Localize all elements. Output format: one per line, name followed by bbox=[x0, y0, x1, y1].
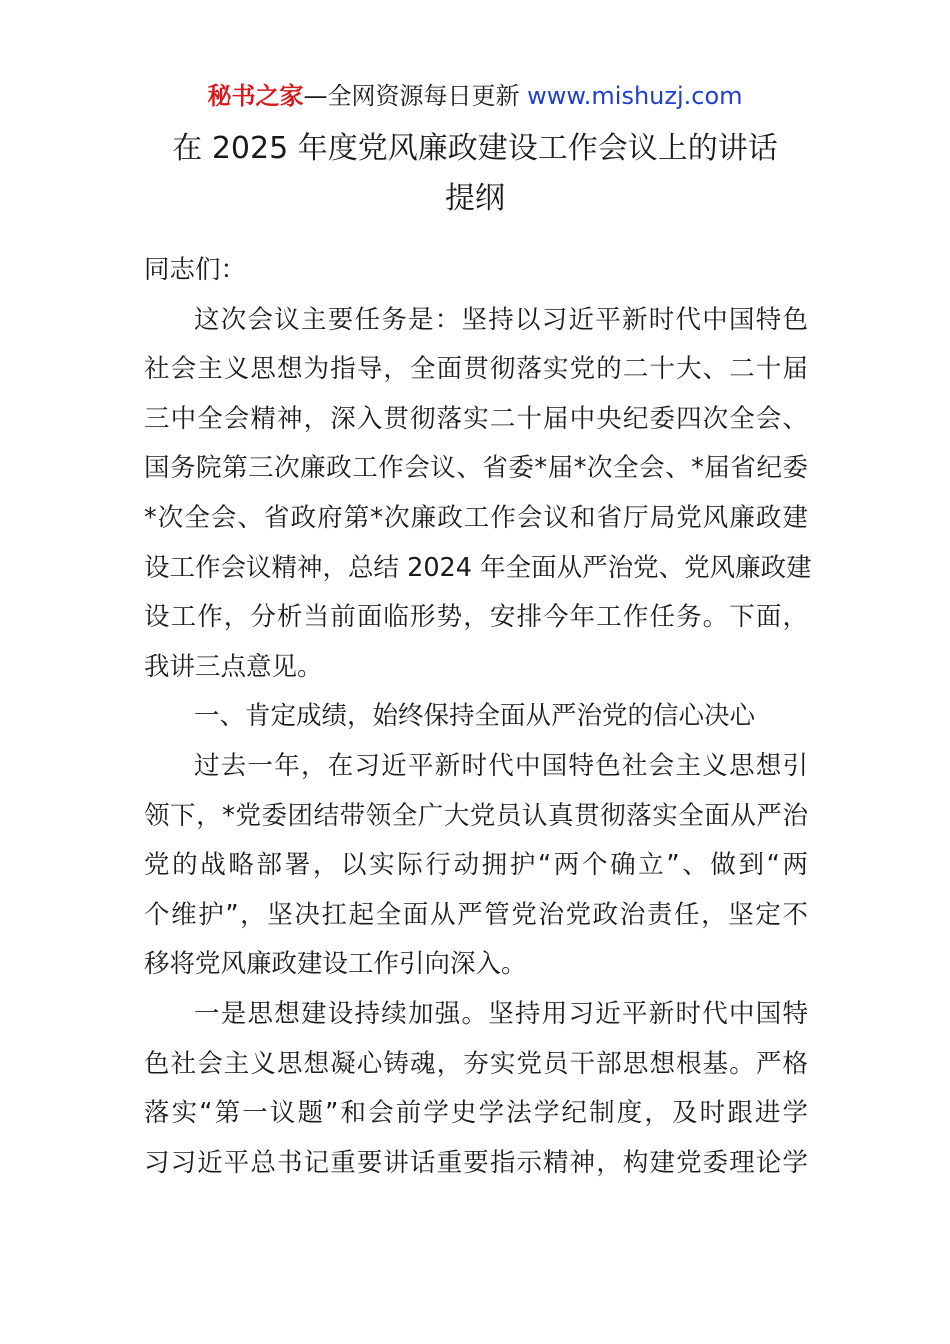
body-line: 过去一年，在习近平新时代中国特色社会主义思想引 bbox=[194, 750, 808, 781]
title-line-2: 提纲 bbox=[445, 181, 505, 216]
body-line: 移将党风廉政建设工作引向深入。 bbox=[144, 949, 527, 980]
body-line: 设工作会议精神，总结 2024 年全面从严治党、党风廉政建 bbox=[144, 552, 812, 583]
document-title bbox=[0, 124, 950, 224]
body-line: 党的战略部署，以实际行动拥护“两个确立”、做到“两 bbox=[144, 850, 808, 881]
body-line: 色社会主义思想凝心铸魂，夯实党员干部思想根基。严格 bbox=[144, 1048, 808, 1079]
body-line: 国务院第三次廉政工作会议、省委*届*次全会、*届省纪委 bbox=[144, 453, 808, 484]
body-line: 设工作，分析当前面临形势，安排今年工作任务。下面， bbox=[144, 602, 808, 633]
body-line: 我讲三点意见。 bbox=[144, 651, 323, 682]
section-heading: 一、肯定成绩，始终保持全面从严治党的信心决心 bbox=[194, 701, 756, 732]
banner-brand: 秘书之家 bbox=[207, 82, 304, 110]
banner-tagline: —全网资源每日更新 bbox=[303, 82, 528, 110]
body-line: 领下，*党委团结带领全广大党员认真贯彻落实全面从严治 bbox=[144, 800, 808, 831]
document-body bbox=[144, 246, 812, 1188]
body-line: 习习近平总书记重要讲话重要指示精神，构建党委理论学 bbox=[144, 1147, 808, 1178]
body-line: 三中全会精神，深入贯彻落实二十届中央纪委四次全会、 bbox=[144, 403, 808, 434]
body-line: 落实“第一议题”和会前学史学法学纪制度，及时跟进学 bbox=[144, 1098, 808, 1129]
banner-url-link[interactable]: www.mishuzj.com bbox=[527, 82, 743, 110]
title-line-1: 在 2025 年度党风廉政建设工作会议上的讲话 bbox=[172, 131, 778, 166]
body-line: 社会主义思想为指导，全面贯彻落实党的二十大、二十届 bbox=[144, 354, 808, 385]
body-line: 这次会议主要任务是：坚持以习近平新时代中国特色 bbox=[194, 304, 808, 335]
salutation: 同志们： bbox=[144, 255, 247, 285]
body-line: *次全会、省政府第*次廉政工作会议和省厅局党风廉政建 bbox=[144, 502, 808, 533]
site-banner bbox=[0, 80, 950, 112]
body-line: 一是思想建设持续加强。坚持用习近平新时代中国特 bbox=[194, 998, 808, 1029]
body-line: 个维护”，坚决扛起全面从严管党治党政治责任，坚定不 bbox=[144, 899, 808, 930]
